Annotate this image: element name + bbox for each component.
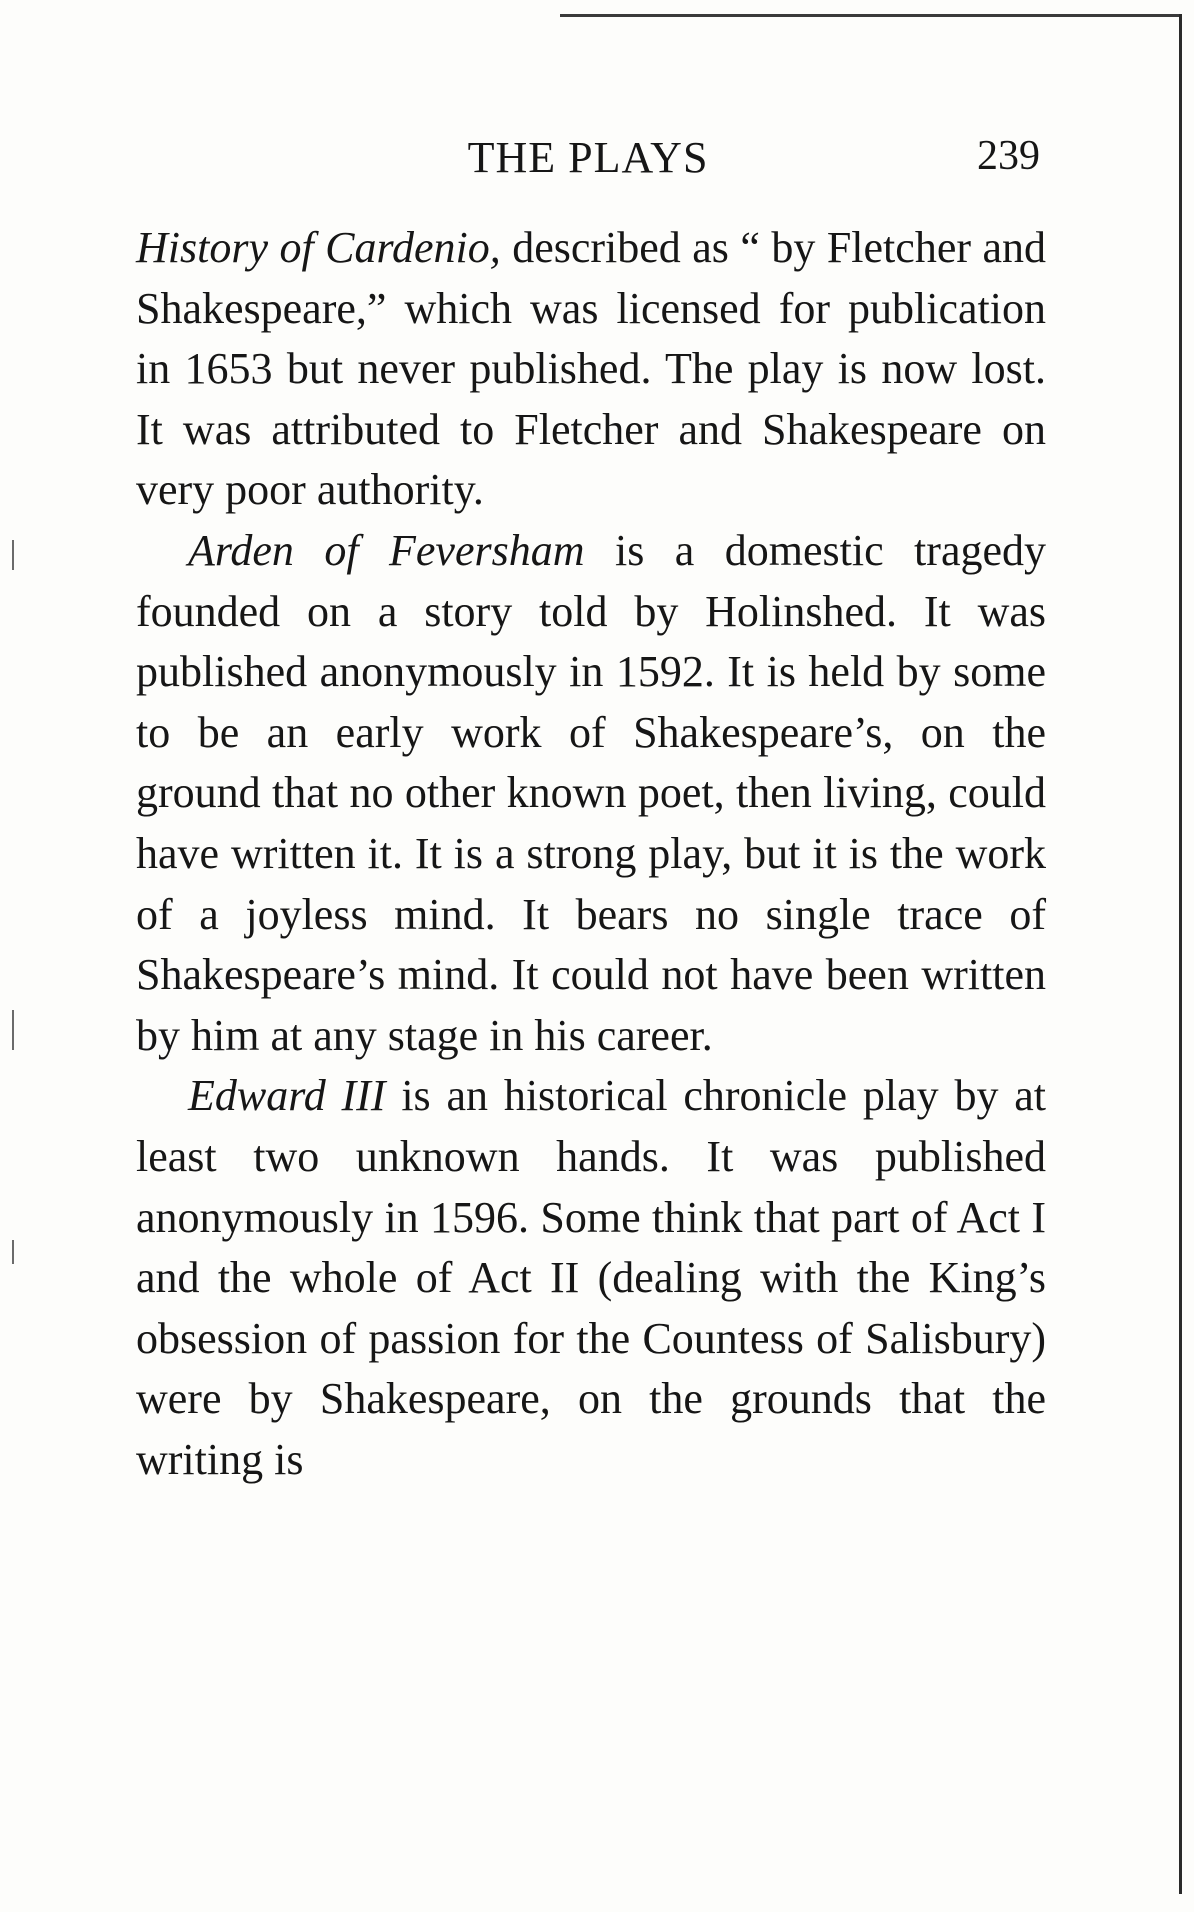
play-title: Arden of Feversham — [188, 525, 585, 575]
paragraph-text: described as “ by Fletcher and Shakespeare,” which was licensed for publication in 1653 but never published. The play is now lost. It was attributed to Fletcher and Shakespeare on very poor authority. — [136, 223, 1046, 515]
gutter-mark — [12, 1240, 14, 1264]
play-title: History of Cardenio, — [136, 223, 501, 272]
page-number: 239 — [977, 133, 1040, 179]
paragraph-arden — [136, 521, 1046, 1066]
gutter-mark — [12, 540, 14, 570]
play-title: Edward III — [188, 1071, 386, 1121]
running-title: THE PLAYS — [467, 133, 709, 182]
page-top-edge — [560, 14, 1182, 17]
gutter-mark — [12, 1010, 14, 1050]
paragraph-edward — [136, 1066, 1046, 1490]
paragraph-text: is a domestic tragedy founded on a story told by Holinshed. It was published anonymously in 1592. It is held by some to be an early work of Shakespeare’s, on the ground that no other known poet, then living, could have written it. It is a strong play, but it is the work of a joyless mind. It bears no single trace of Shakespeare’s mind. It could not have been written by him at any stage in his career. — [136, 525, 1046, 1060]
body-text — [136, 218, 1046, 1490]
paragraph-cardenio — [136, 218, 1046, 521]
paragraph-text: is an historical chronicle play by at least two unknown hands. It was published anonymously in 1596. Some think that part of Act I and the whole of Act II (dealing with the King’s obsession of passion for the Countess of Salisbury) were by Shakespeare, on the grounds that the writing is — [136, 1071, 1047, 1484]
running-head — [136, 132, 1040, 192]
page-right-edge — [1179, 14, 1182, 1894]
